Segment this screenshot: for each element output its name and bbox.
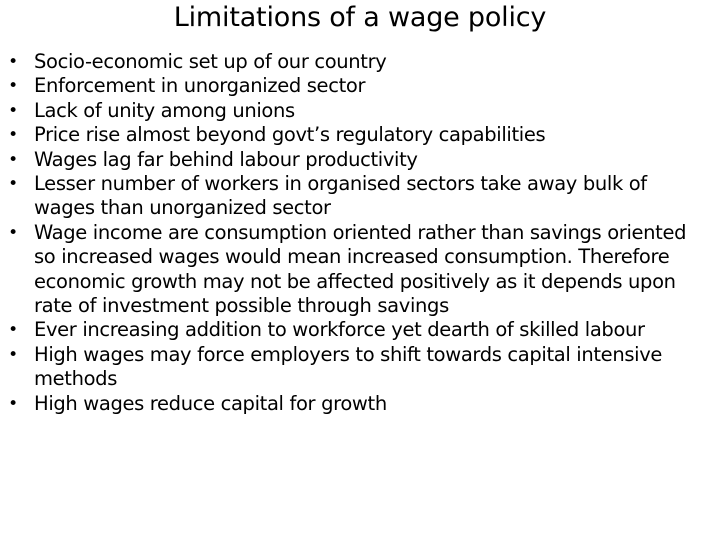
bullet-item bbox=[0, 50, 712, 74]
bullet-icon: • bbox=[8, 393, 18, 414]
bullet-item bbox=[0, 343, 712, 392]
bullet-text: Lesser number of workers in organised sectors take away bulk of wages than unorganized sector bbox=[34, 172, 647, 220]
bullet-text: High wages reduce capital for growth bbox=[34, 391, 387, 415]
slide-title: Limitations of a wage policy bbox=[173, 2, 547, 33]
bullet-text: Socio-economic set up of our country bbox=[34, 50, 387, 73]
bullet-item bbox=[0, 392, 712, 416]
bullet-text: Wage income are consumption oriented rather than savings oriented so increased wages would mean increased consumption. Therefore economic growth may not be affected positively as it depends upon rate of investment possible through savings bbox=[34, 220, 687, 318]
bullet-text: Price rise almost beyond govt’s regulatory capabilities bbox=[34, 123, 546, 147]
bullet-icon: • bbox=[8, 320, 18, 341]
bullet-item bbox=[0, 318, 712, 342]
bullet-text: Lack of unity among unions bbox=[34, 98, 295, 122]
bullet-item bbox=[0, 74, 712, 98]
bullet-item bbox=[0, 221, 712, 319]
bullet-icon: • bbox=[8, 76, 18, 97]
bullet-text: Enforcement in unorganized sector bbox=[34, 74, 366, 98]
bullet-icon: • bbox=[8, 52, 18, 72]
bullet-item bbox=[0, 172, 712, 221]
bullet-icon: • bbox=[8, 149, 18, 170]
bullet-icon: • bbox=[8, 125, 18, 146]
bullet-item bbox=[0, 148, 712, 172]
bullet-icon: • bbox=[8, 222, 18, 243]
bullet-list bbox=[0, 50, 712, 416]
bullet-text: Ever increasing addition to workforce yet dearth of skilled labour bbox=[34, 318, 645, 342]
bullet-text: High wages may force employers to shift towards capital intensive methods bbox=[34, 342, 663, 391]
bullet-text: Wages lag far behind labour productivity bbox=[34, 147, 418, 171]
bullet-item bbox=[0, 123, 712, 147]
bullet-icon: • bbox=[8, 344, 18, 365]
bullet-item bbox=[0, 99, 712, 123]
bullet-icon: • bbox=[8, 100, 18, 121]
bullet-icon: • bbox=[8, 174, 18, 195]
